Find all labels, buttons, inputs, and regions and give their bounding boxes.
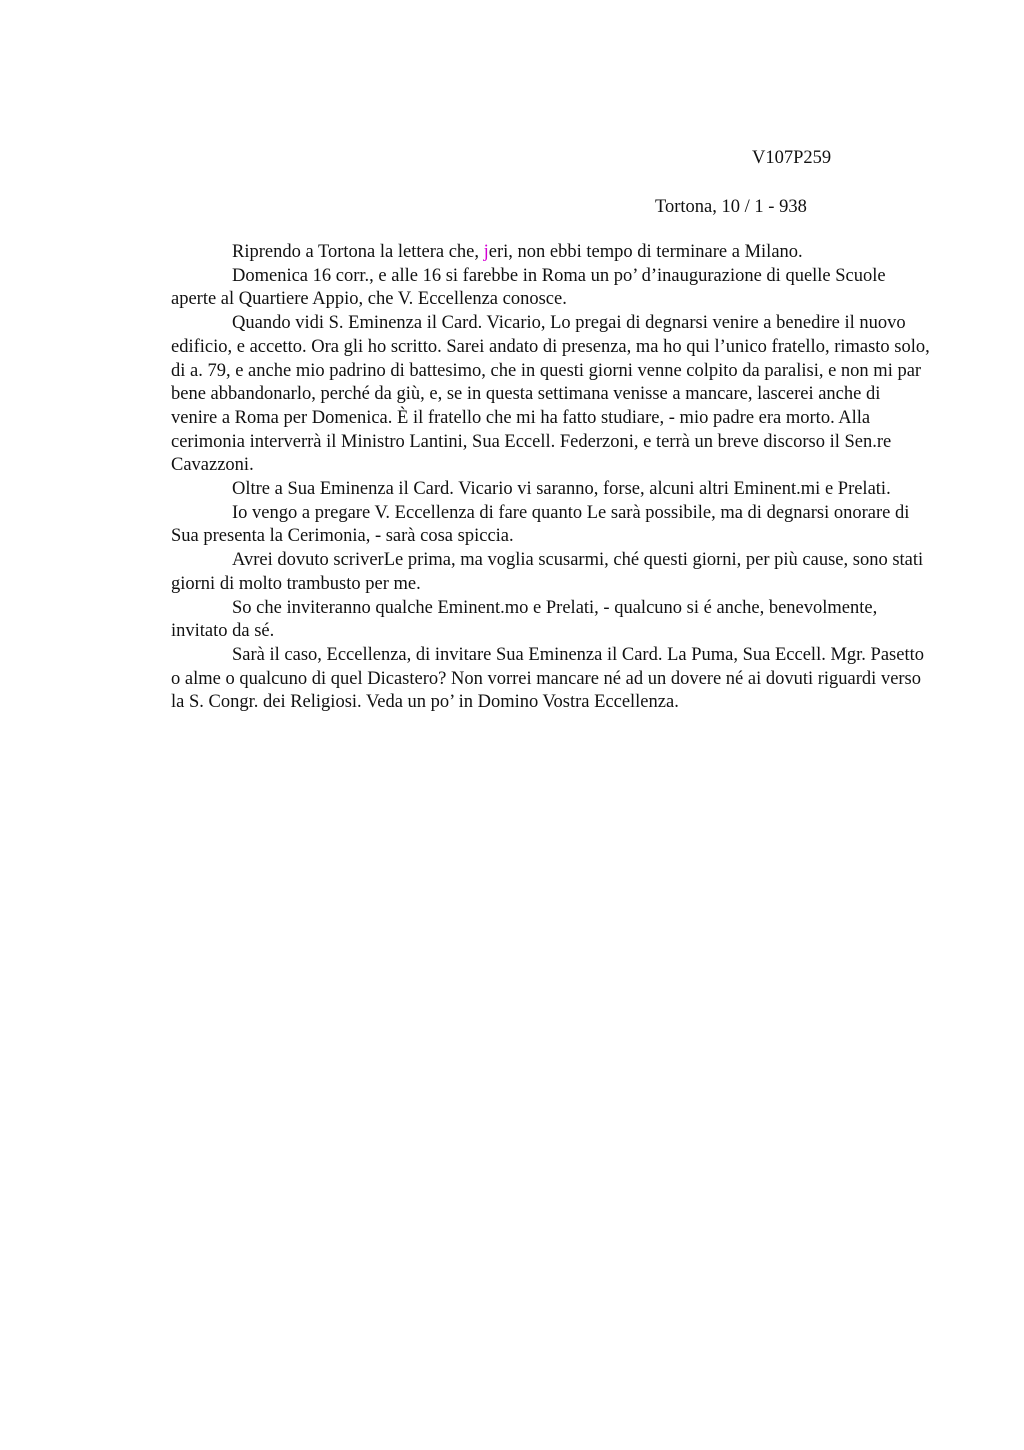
paragraph-1 bbox=[171, 241, 931, 265]
paragraph-6: Avrei dovuto scriverLe prima, ma voglia scusarmi, ché questi giorni, per più cause, sono stati giorni di molto trambusto per me. bbox=[171, 550, 924, 594]
highlighted-letter: j bbox=[483, 242, 489, 262]
paragraph-3: Quando vidi S. Eminenza il Card. Vicario, Lo pregai di degnarsi venire a benedire il nuovo edificio, e accetto. Ora gli ho scritto. Sarei andato di presenza, ma ho qui l’unico fratello, rimasto solo, di a. 79, e anche mio padrino di battesimo, che in questi giorni venne colpito da paralisi, e non mi par bene abbandonarlo, perché da giù, e, se in questa settimana venisse a mancare, lascerei anche di venire a Roma per Domenica. È il fratello che mi ha fatto studiare, - mio padre era morto. Alla cerimonia interverrà il Ministro Lantini, Sua Eccell. Federzoni, e terrà un breve discorso il Sen.re Cavazzoni. bbox=[171, 313, 930, 476]
paragraph-1-start: Riprendo a Tortona la lettera che, bbox=[232, 242, 484, 262]
place-date-line: Tortona, 10 / 1 - 938 bbox=[655, 197, 807, 217]
paragraph-2: Domenica 16 corr., e alle 16 si farebbe in Roma un po’ d’inaugurazione di quelle Scuole aperte al Quartiere Appio, che V. Eccellenza conosce. bbox=[171, 265, 886, 310]
reference-code: V107P259 bbox=[752, 148, 832, 168]
paragraph-5: Io vengo a pregare V. Eccellenza di fare quanto Le sarà possibile, ma di degnarsi onorare di Sua presenta la Cerimonia, - sarà cosa spiccia. bbox=[171, 502, 910, 547]
paragraph-7: So che inviteranno qualche Eminent.mo e Prelati, - qualcuno si é anche, benevolmente, invitato da sé. bbox=[171, 597, 878, 642]
paragraph-8: Sarà il caso, Eccellenza, di invitare Sua Eminenza il Card. La Puma, Sua Eccell. Mgr. Pasetto o alme o qualcuno di quel Dicastero? Non vorrei mancare né ad un dovere né ai dovuti riguardi verso la S. Congr. dei Religiosi. Veda un po’ in Domino Vostra Eccellenza. bbox=[171, 644, 924, 713]
paragraph-1-end: eri, non ebbi tempo di terminare a Milano. bbox=[488, 242, 803, 262]
letter-body bbox=[171, 241, 931, 715]
paragraph-4: Oltre a Sua Eminenza il Card. Vicario vi saranno, forse, alcuni altri Eminent.mi e Prelati. bbox=[232, 479, 891, 500]
